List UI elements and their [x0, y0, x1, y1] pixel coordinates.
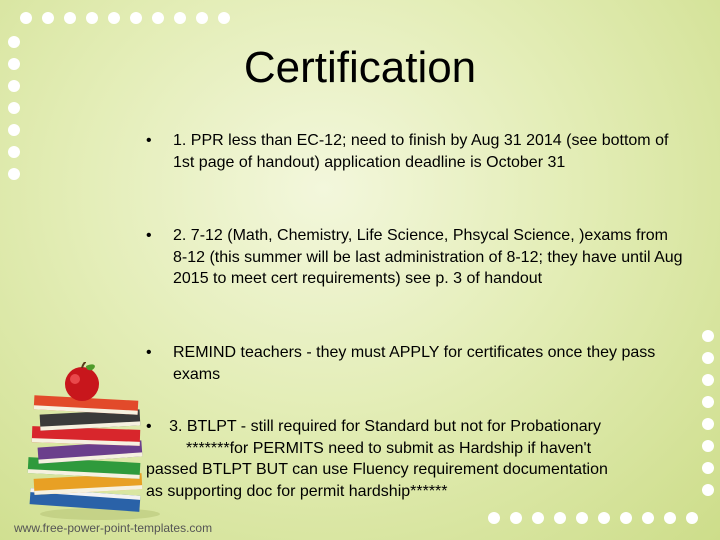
- bullet-item-remind: [146, 342, 686, 385]
- bullet-item-ppr: [146, 130, 686, 173]
- left-dot-column: [0, 0, 30, 200]
- bullet-line: [146, 416, 686, 438]
- bottom-dot-row: [480, 510, 720, 530]
- bullet-item-7-12: [146, 225, 686, 290]
- bullet-mark: •: [146, 344, 152, 361]
- bullet-text: 2. 7-12 (Math, Chemistry, Life Science, Phsycal Science, )exams from 8-12 (this summer will be last administration of 8-12; they have until Aug 2015 to meet cert requirements) see p. 3 of handout: [173, 227, 683, 287]
- right-dot-column: [690, 330, 720, 510]
- bullet-text: *******for PERMITS need to submit as Hardship if haven't: [186, 439, 592, 457]
- bullet-text: REMIND teachers - they must APPLY for certificates once they pass exams: [173, 344, 656, 383]
- top-dot-row: [0, 0, 720, 40]
- bullet-text: 1. PPR less than EC-12; need to finish by Aug 31 2014 (see bottom of 1st page of handout) application deadline is October 31: [173, 132, 669, 171]
- bullet-mark: •: [146, 132, 152, 149]
- bullet-item-btlpt: [146, 416, 686, 502]
- bullet-text: 3. BTLPT - still required for Standard but not for Probationary: [169, 418, 601, 435]
- bullet-mark: •: [146, 418, 152, 435]
- bullet-mark: •: [146, 227, 152, 244]
- footer-url: www.free-power-point-templates.com: [14, 521, 213, 535]
- bullet-text: as supporting doc for permit hardship******: [146, 482, 448, 500]
- slide-title: Certification: [243, 43, 477, 92]
- bullet-text: passed BTLPT BUT can use Fluency requirement documentation: [146, 461, 608, 478]
